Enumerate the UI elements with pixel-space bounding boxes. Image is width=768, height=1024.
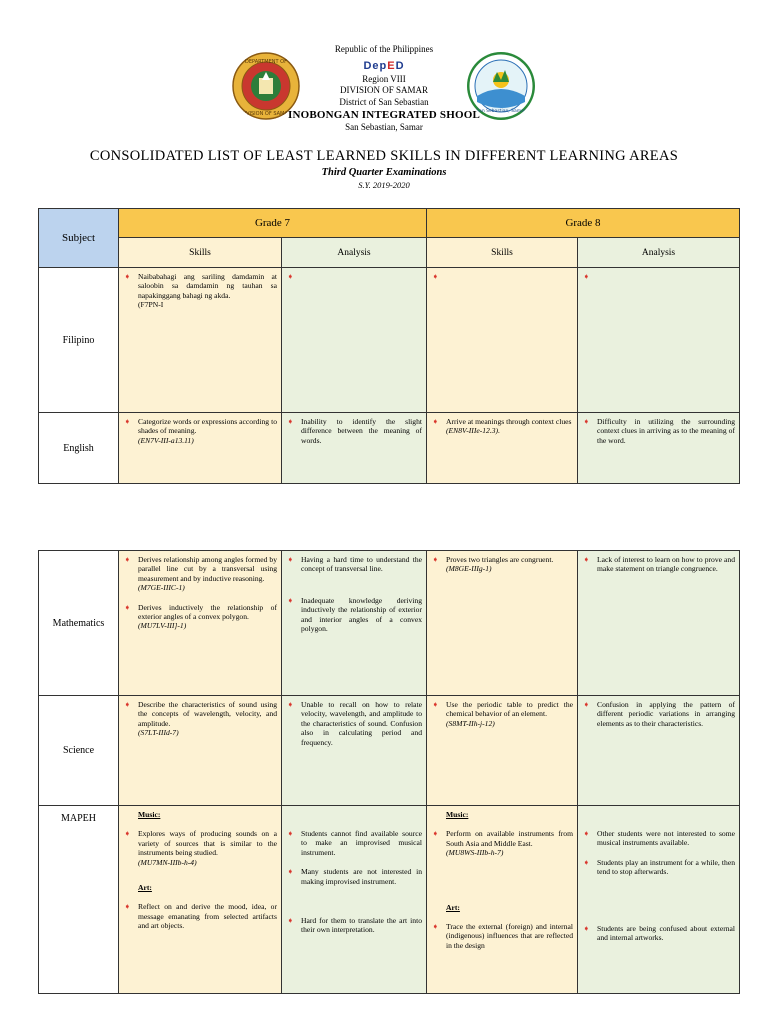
g7-skill-cell: [119, 806, 282, 994]
arrow-bullet-icon: ➧: [432, 555, 439, 564]
g8-analysis-cell: [578, 696, 740, 806]
list-item: ➧ Arrive at meanings through context clues (EN8V-IIIe-12.3).: [432, 417, 572, 436]
g7-analysis-cell: [282, 413, 427, 484]
arrow-bullet-icon: ➧: [124, 272, 131, 281]
arrow-bullet-icon: ➧: [583, 555, 590, 564]
arrow-bullet-icon: ➧: [287, 272, 294, 281]
subject-cell: English: [39, 413, 119, 484]
list-item: ➧ Naibabahagi ang sariling damdamin at saloobin sa damdamin ng tauhan sa napakinggang bahagi ng akda. (F7PN-I: [124, 272, 277, 310]
skills-table-part-1: [38, 208, 740, 484]
arrow-bullet-icon: ➧: [287, 829, 294, 838]
g8-analysis-cell: [578, 413, 740, 484]
g7-analysis-cell: [282, 268, 427, 413]
list-item: ➧ Unable to recall on how to relate velocity, wavelength, and amplitude to the characteristics of sound. Confusion also in calculating period and frequency.: [287, 700, 422, 747]
g8-analysis-cell: [578, 268, 740, 413]
letterhead: [0, 44, 768, 134]
division-line: DIVISION OF SAMAR: [339, 85, 428, 95]
g8-skill-cell: [427, 413, 578, 484]
list-item: ➧ Students cannot find available source to make an improvised musical instrument.: [287, 829, 422, 857]
arrow-bullet-icon: ➧: [583, 829, 590, 838]
list-item: ➧ Students play an instrument for a while, then tend to stop afterwards.: [583, 857, 735, 877]
school-year: S.Y. 2019-2020: [358, 180, 410, 190]
arrow-bullet-icon: ➧: [124, 700, 131, 709]
document-subtitle: Third Quarter Examinations: [321, 167, 447, 178]
list-item: ➧ Other students were not interested to some musical instruments available.: [583, 829, 735, 848]
arrow-bullet-icon: ➧: [583, 700, 590, 709]
list-item: ➧ Derives inductively the relationship of exterior angles of a convex polygon. (MU7LV-III]-1): [124, 602, 277, 631]
subject-cell: Filipino: [39, 268, 119, 413]
list-item: ➧ Perform on available instruments from South Asia and Middle East. (MU8WS-IIIb-h-7): [432, 829, 573, 858]
g8-skill-cell: [427, 551, 578, 696]
list-item: ➧ Inability to identify the slight difference between the meaning of words.: [287, 417, 422, 445]
grade-8-header: Grade 8: [427, 209, 740, 238]
arrow-bullet-icon: ➧: [432, 700, 439, 709]
list-item: ➧ Confusion in applying the pattern of different periodic variations in arranging elements as to their characteristics.: [583, 700, 735, 728]
subject-cell: MAPEH: [39, 806, 119, 994]
document-title: CONSOLIDATED LIST OF LEAST LEARNED SKILLS IN DIFFERENT LEARNING AREAS: [89, 148, 679, 164]
g8-skill-cell: [427, 268, 578, 413]
music-heading: Music:: [138, 810, 161, 819]
g8-skill-cell: [427, 806, 578, 994]
g7-analysis-cell: [282, 551, 427, 696]
arrow-bullet-icon: ➧: [287, 555, 294, 564]
list-item: ➧ Reflect on and derive the mood, idea, or message emanating from selected artifacts and art objects.: [124, 902, 277, 931]
g7-skill-cell: [119, 696, 282, 806]
g8-analysis-cell: [578, 551, 740, 696]
arrow-bullet-icon: ➧: [432, 417, 439, 426]
arrow-bullet-icon: ➧: [287, 700, 294, 709]
g8-skills-header: Skills: [427, 238, 578, 268]
arrow-bullet-icon: ➧: [583, 923, 590, 933]
deped-logo: DepED: [363, 59, 405, 72]
list-item: ➧ Many students are not interested in making improvised instrument.: [287, 867, 422, 886]
arrow-bullet-icon: ➧: [287, 867, 294, 877]
g7-skill-cell: [119, 413, 282, 484]
list-item: ➧ Explores ways of producing sounds on a variety of sources that is similar to the instruments being studied. (MU7MN-IIIb-h-4): [124, 829, 277, 867]
list-item: ➧ Difficulty in utilizing the surrounding context clues in arriving as to the meaning of the word.: [583, 417, 735, 445]
arrow-bullet-icon: ➧: [432, 829, 439, 839]
list-item: ➧ Students are being confused about external and internal artworks.: [583, 923, 735, 943]
table-row-mathematics: [39, 551, 740, 696]
arrow-bullet-icon: ➧: [287, 595, 294, 605]
document-title-block: [0, 146, 768, 191]
svg-text:DEPARTMENT OF: DEPARTMENT OF: [245, 59, 287, 65]
g8-analysis-header: Analysis: [578, 238, 740, 268]
table-row-filipino: [39, 268, 740, 413]
g7-analysis-cell: [282, 806, 427, 994]
list-item: ➧ Inadequate knowledge deriving inductively the relationship of exterior and interior angles of a convex polygon.: [287, 595, 422, 634]
skills-table-part-2: [38, 550, 740, 994]
subject-cell: Science: [39, 696, 119, 806]
arrow-bullet-icon: ➧: [124, 829, 131, 839]
arrow-bullet-icon: ➧: [432, 272, 439, 281]
arrow-bullet-icon: ➧: [432, 922, 439, 932]
table-row-english: [39, 413, 740, 484]
school-name: INOBONGAN INTEGRATED SHOOL: [287, 109, 481, 121]
arrow-bullet-icon: ➧: [287, 916, 294, 926]
arrow-bullet-icon: ➧: [124, 555, 131, 564]
arrow-bullet-icon: ➧: [124, 417, 131, 426]
republic-line: Republic of the Philippines: [334, 44, 434, 54]
list-item: ➧ Categorize words or expressions according to shades of meaning. (EN7V-III-a13.11): [124, 417, 277, 445]
list-item: ➧ Use the periodic table to predict the chemical behavior of an element. (S8MT-IIh-j-12): [432, 700, 573, 728]
g7-skills-header: Skills: [119, 238, 282, 268]
svg-text:San Sebastian, Samar: San Sebastian, Samar: [476, 109, 526, 114]
list-item: ➧ Hard for them to translate the art into their own interpretation.: [287, 916, 422, 935]
district-line: District of San Sebastian: [339, 96, 429, 107]
region-line: Region VIII: [362, 73, 406, 84]
school-location: San Sebastian, Samar: [345, 122, 423, 132]
g8-skill-cell: [427, 696, 578, 806]
grade-7-header: Grade 7: [119, 209, 427, 238]
table-row-mapeh: [39, 806, 740, 994]
g7-analysis-header: Analysis: [282, 238, 427, 268]
arrow-bullet-icon: ➧: [583, 417, 590, 426]
list-item: ➧ Proves two triangles are congruent. (M8GE-IIIg-1): [432, 555, 554, 574]
music-heading: Music:: [446, 810, 469, 819]
arrow-bullet-icon: ➧: [124, 602, 131, 612]
g7-skill-cell: [119, 551, 282, 696]
list-item: ➧ Having a hard time to understand the concept of transversal line.: [287, 555, 422, 574]
arrow-bullet-icon: ➧: [583, 272, 590, 281]
g8-analysis-cell: [578, 806, 740, 994]
list-item: ➧ Trace the external (foreign) and internal (indigenous) influences that are reflected in the design: [432, 922, 573, 950]
art-heading: Art:: [446, 902, 460, 912]
arrow-bullet-icon: ➧: [583, 857, 590, 867]
list-item: ➧ Describe the characteristics of sound using the concepts of wavelength, velocity, and amplitude. (S7LT-IIId-7): [124, 700, 277, 738]
subject-header: Subject: [39, 209, 119, 268]
arrow-bullet-icon: ➧: [124, 902, 131, 912]
arrow-bullet-icon: ➧: [287, 417, 294, 426]
table-row-science: [39, 696, 740, 806]
list-item: ➧ Derives relationship among angles formed by parallel line cut by a transversal using measurement and by inductive reasoning. (M7GE-IIIC-1): [124, 555, 277, 593]
g7-analysis-cell: [282, 696, 427, 806]
list-item: ➧ Lack of interest to learn on how to prove and make statement on triangle congruence.: [583, 555, 735, 574]
subject-cell: Mathematics: [39, 551, 119, 696]
svg-text:DIVISION OF SAMAR: DIVISION OF SAMAR: [240, 111, 292, 117]
art-heading: Art:: [138, 883, 152, 893]
g7-skill-cell: [119, 268, 282, 413]
